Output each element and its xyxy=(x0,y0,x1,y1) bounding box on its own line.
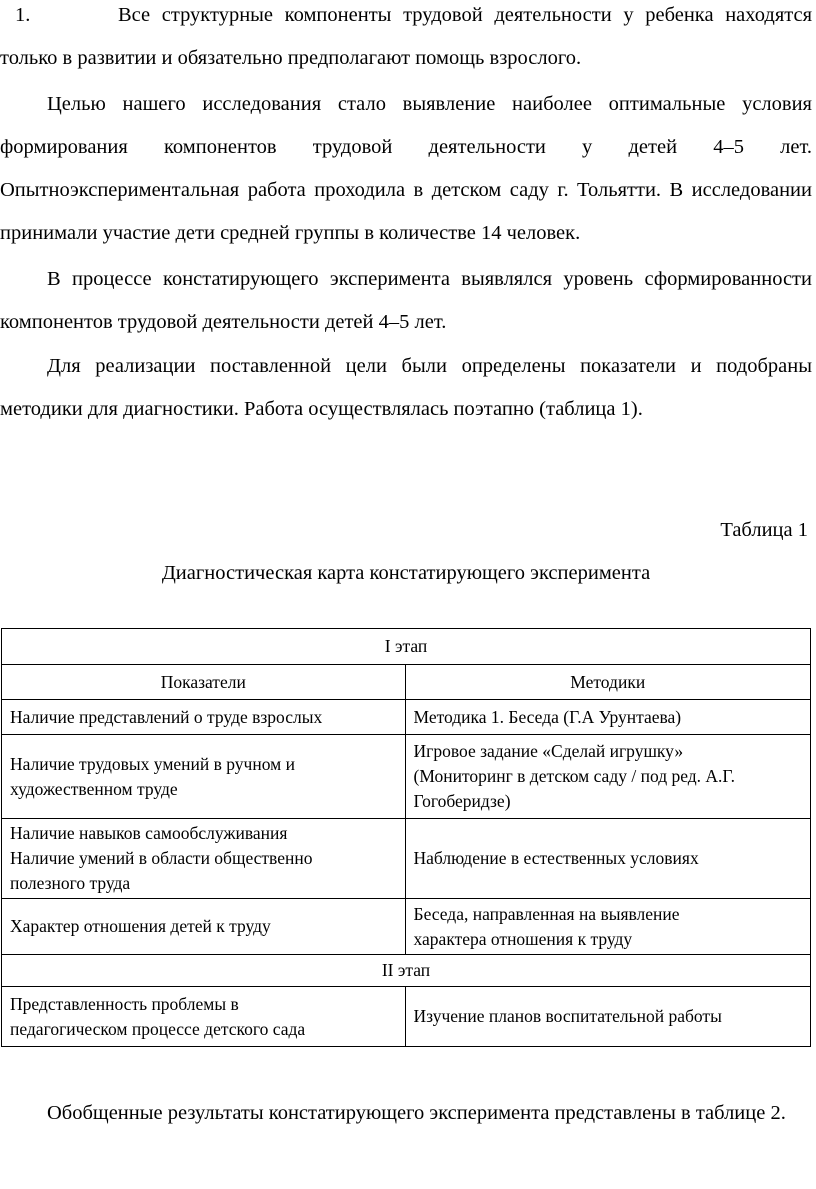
method-cell: Методика 1. Беседа (Г.А Урунтаева) xyxy=(405,700,810,735)
paragraph-experiment-level: В процессе констатирующего эксперимента выявлялся уровень сформированности компонентов трудовой деятельности детей 4–5 лет. xyxy=(0,268,812,333)
paragraph-research-goal: Целью нашего исследования стало выявление наиболее оптимальные условия формирования компонентов трудовой деятельности у детей 4–5 лет. Опытноэкспериментальная работа проходила в детском саду г. Тольятти. В исследовании принимали участие дети средней группы в количестве 14 человек. xyxy=(0,93,812,244)
indicator-cell: Наличие трудовых умений в ручном и художественном труде xyxy=(2,735,406,819)
method-cell: Изучение планов воспитательной работы xyxy=(405,987,810,1047)
header-methods: Методики xyxy=(405,665,810,700)
list-number: 1. xyxy=(15,4,31,26)
paragraph-results: Обобщенные результаты констатирующего эксперимента представлены в таблице 2. xyxy=(47,1102,786,1124)
indicator-cell: Наличие навыков самообслуживания Наличие умений в области общественно полезного труда xyxy=(2,819,406,899)
table-title: Диагностическая карта констатирующего эксперимента xyxy=(161,562,651,584)
table-label: Таблица 1 xyxy=(720,519,808,541)
table-row xyxy=(2,819,811,899)
indicator-cell: Характер отношения детей к труду xyxy=(2,899,406,955)
method-cell: Беседа, направленная на выявление характера отношения к труду xyxy=(405,899,810,955)
numbered-paragraph-1 xyxy=(0,0,812,80)
table-stage-row xyxy=(2,955,811,987)
diagnostic-table xyxy=(1,628,811,1047)
table-row xyxy=(2,987,811,1047)
stage-1-header: I этап xyxy=(2,629,811,665)
method-cell: Наблюдение в естественных условиях xyxy=(405,819,810,899)
table-stage-row xyxy=(2,629,811,665)
table-header-row xyxy=(2,665,811,700)
table-row xyxy=(2,735,811,819)
table-row xyxy=(2,899,811,955)
header-indicators: Показатели xyxy=(2,665,406,700)
method-cell: Игровое задание «Сделай игрушку» (Мониторинг в детском саду / под ред. А.Г. Гогоберидзе) xyxy=(405,735,810,819)
indicator-cell: Наличие представлений о труде взрослых xyxy=(2,700,406,735)
indicator-cell: Представленность проблемы в педагогическом процессе детского сада xyxy=(2,987,406,1047)
list-item-text: Все структурные компоненты трудовой деятельности у ребенка находятся только в развитии и обязательно предполагают помощь взрослого. xyxy=(0,4,812,69)
table-row xyxy=(2,700,811,735)
stage-2-header: II этап xyxy=(2,955,811,987)
paragraph-methods: Для реализации поставленной цели были определены показатели и подобраны методики для диагностики. Работа осуществлялась поэтапно (таблица 1). xyxy=(0,355,812,420)
